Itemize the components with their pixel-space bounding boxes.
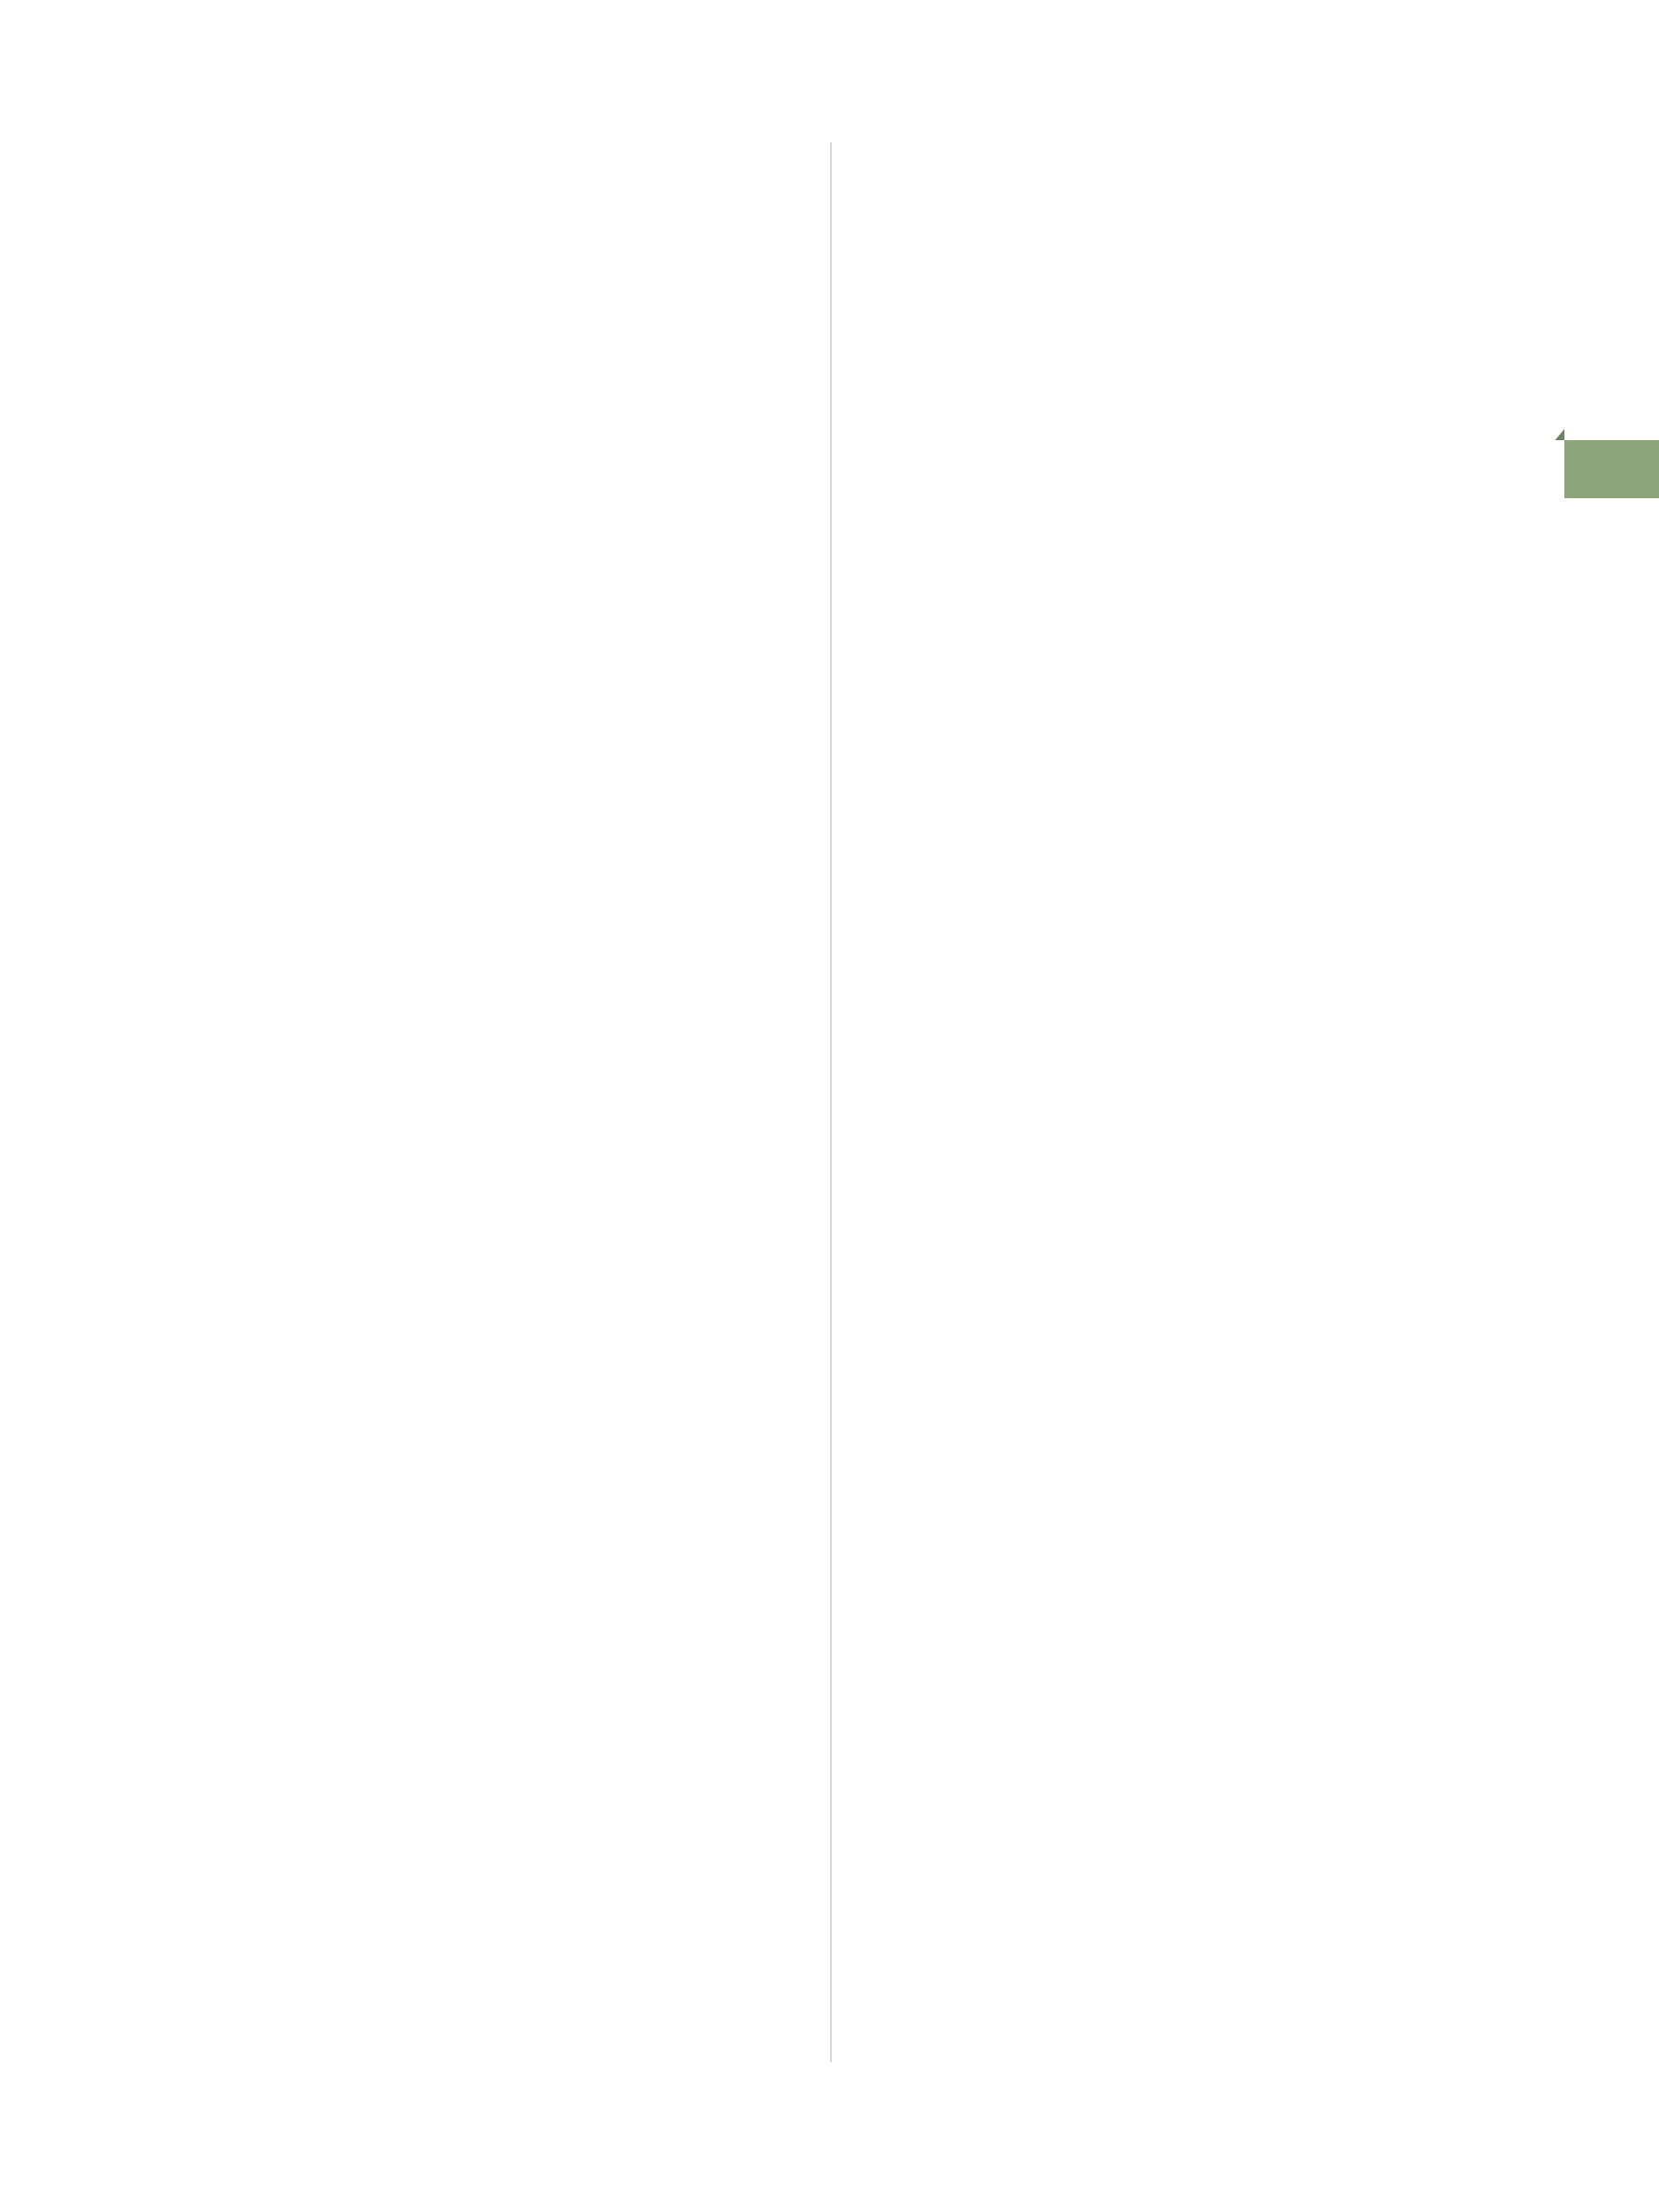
column-divider [830, 142, 832, 2062]
chapter-tab [1564, 440, 1659, 498]
